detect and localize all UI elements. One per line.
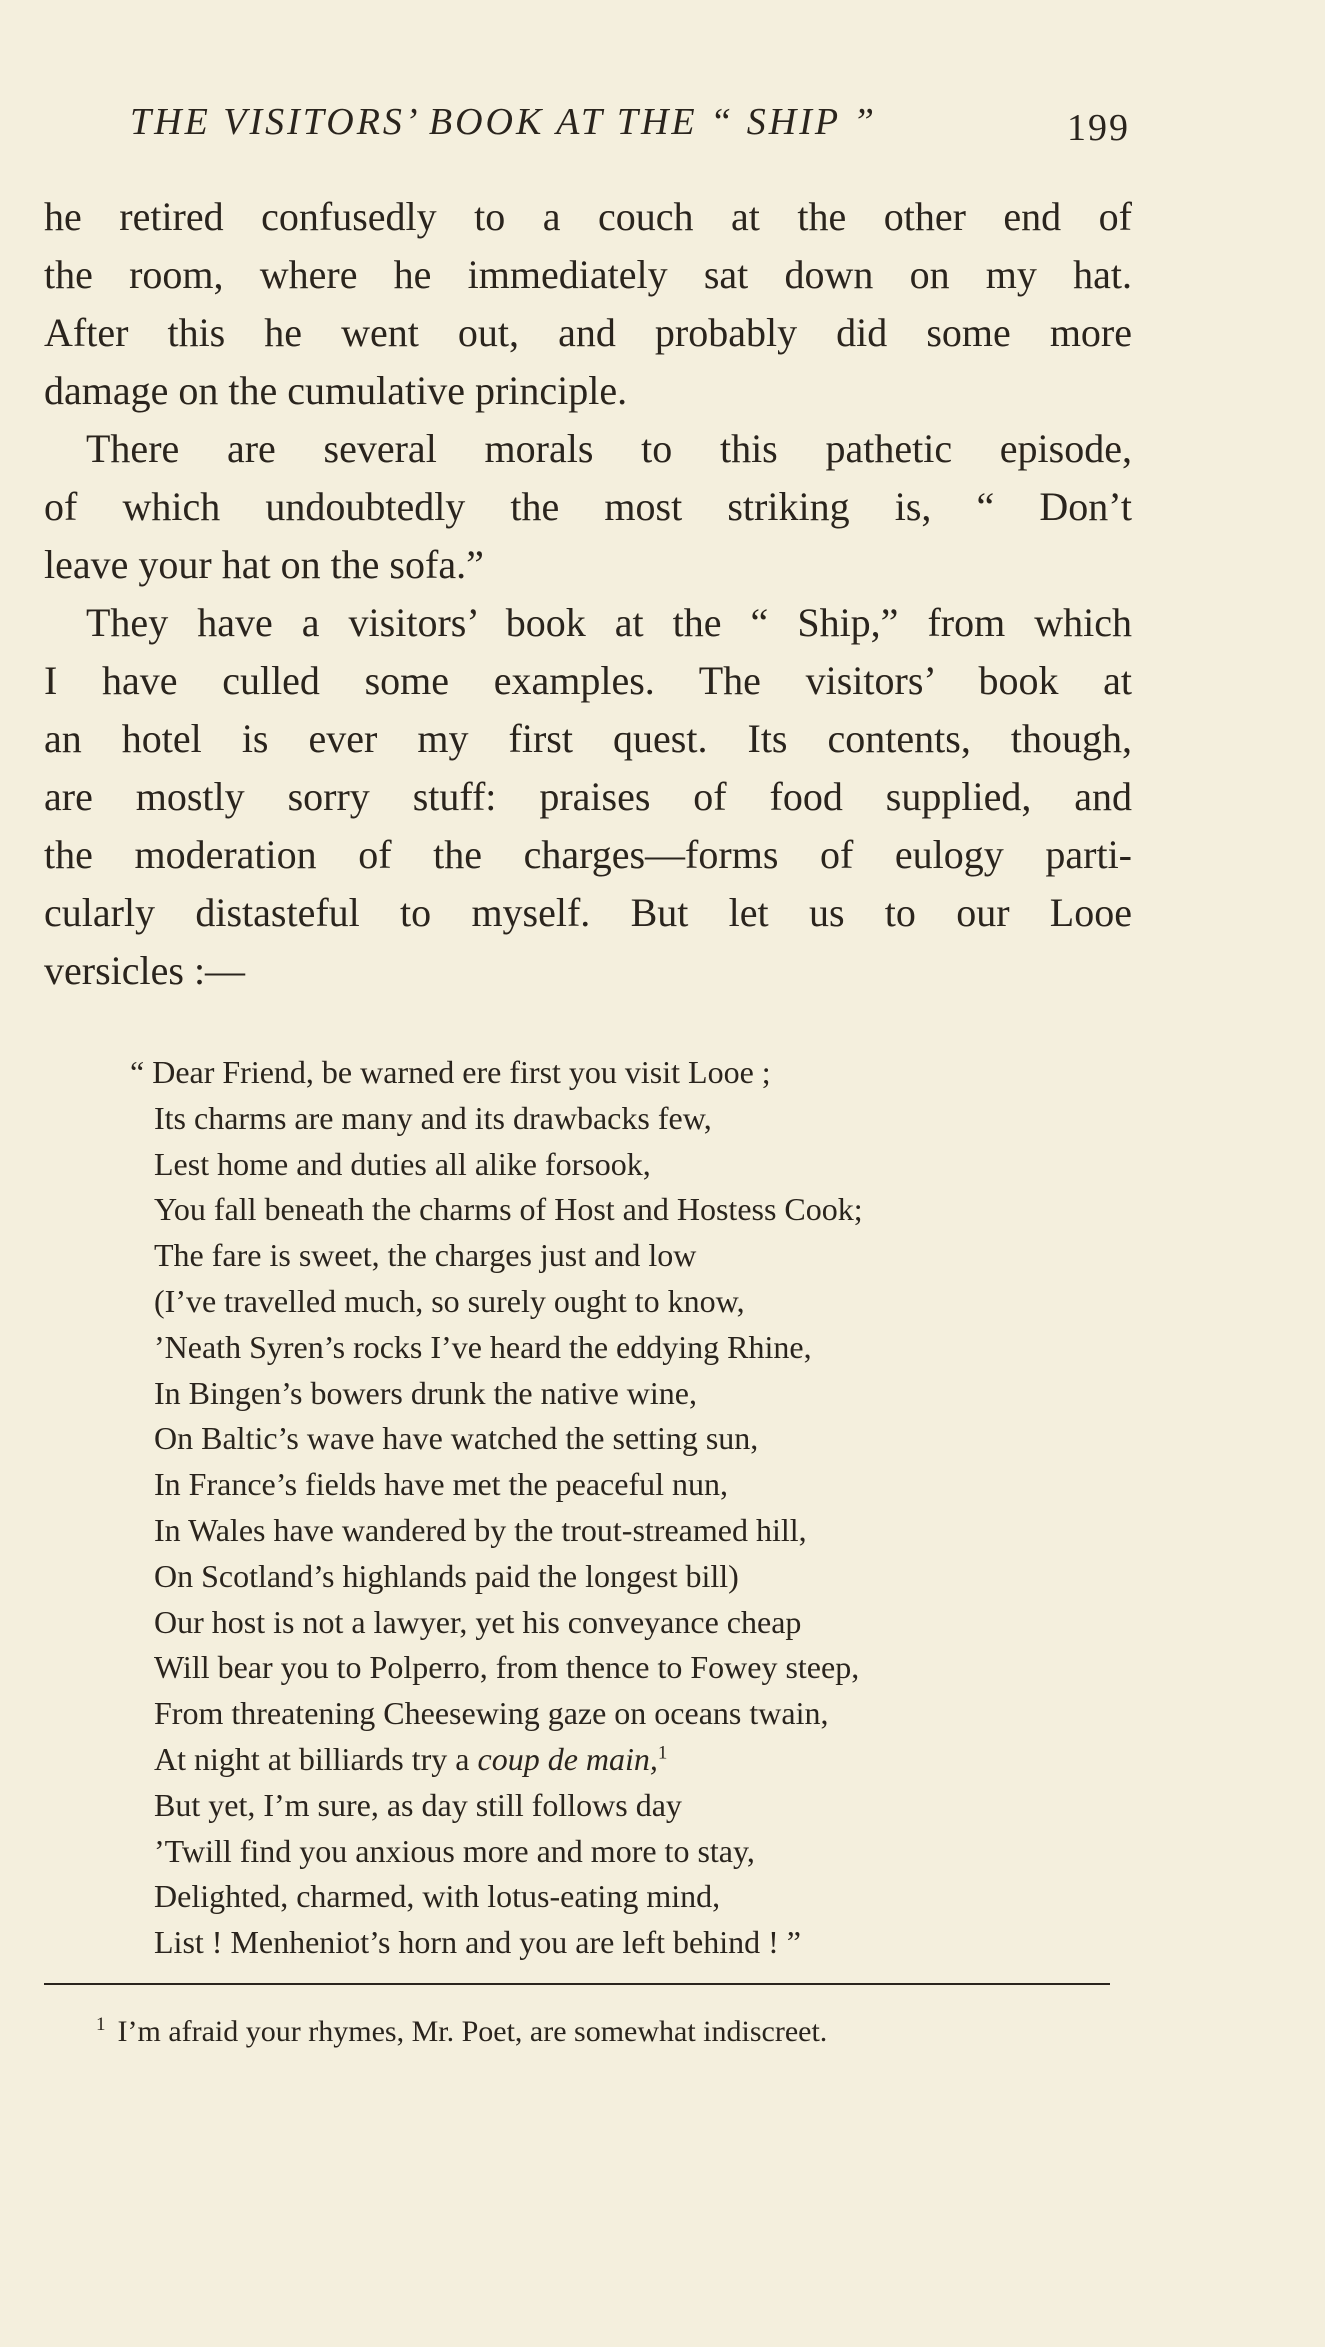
text-line: damage on the cumulative principle.: [44, 368, 628, 413]
italic-phrase: coup de main,: [477, 1740, 658, 1777]
poem-line-with-footnote: [130, 1737, 1130, 1783]
prose-body: [44, 188, 1132, 1000]
poem-line: “ Dear Friend, be warned ere first you visit Looe ;: [130, 1054, 771, 1090]
poem-line: The fare is sweet, the charges just and low: [154, 1237, 697, 1274]
paragraph-3: [44, 594, 1132, 1000]
poem-line: Our host is not a lawyer, yet his conveyance cheap: [154, 1603, 802, 1640]
poem-line: In Bingen’s bowers drunk the native wine,: [154, 1374, 697, 1411]
poem-line: Lest home and duties all alike forsook,: [154, 1145, 651, 1182]
text-line: I have culled some examples. The visitors’ book at: [44, 658, 1132, 703]
poem-line: On Scotland’s highlands paid the longest bill): [154, 1557, 739, 1594]
text-line: After this he went out, and probably did some more: [44, 310, 1132, 355]
paragraph-2: [44, 420, 1132, 594]
poem-line: In France’s fields have met the peaceful nun,: [154, 1466, 728, 1503]
poem-line: ’Neath Syren’s rocks I’ve heard the eddying Rhine,: [154, 1328, 812, 1365]
poem-line: ’Twill find you anxious more and more to stay,: [154, 1832, 755, 1869]
poem-block: [130, 1050, 1130, 1966]
poem-line: You fall beneath the charms of Host and Hostess Cook;: [154, 1191, 863, 1228]
poem-line: Will bear you to Polperro, from thence to Fowey steep,: [154, 1649, 860, 1686]
poem-line-text: At night at billiards try a: [154, 1740, 478, 1777]
text-line: of which undoubtedly the most striking is, “ Don’t: [44, 484, 1132, 529]
text-line: an hotel is ever my first quest. Its contents, though,: [44, 716, 1132, 761]
poem-line: Its charms are many and its drawbacks few,: [154, 1099, 712, 1136]
text-line: the room, where he immediately sat down on my hat.: [44, 252, 1132, 297]
footnote-text: I’m afraid your rhymes, Mr. Poet, are somewhat indiscreet.: [117, 2015, 828, 2048]
footnote: [96, 2012, 827, 2052]
footnote-divider: [44, 1983, 1110, 1985]
text-line: the moderation of the charges—forms of eulogy parti-: [44, 832, 1132, 877]
poem-line: From threatening Cheesewing gaze on oceans twain,: [154, 1695, 829, 1732]
page-number: 199: [1067, 107, 1130, 149]
poem-line: In Wales have wandered by the trout-streamed hill,: [154, 1511, 807, 1548]
footnote-marker: 1: [96, 2014, 106, 2035]
paragraph-1: [44, 188, 1132, 420]
running-head: THE VISITORS’ BOOK AT THE “ SHIP ”: [130, 101, 878, 143]
text-line: cularly distasteful to myself. But let us to our Looe: [44, 890, 1132, 935]
footnote-marker: 1: [657, 1742, 668, 1764]
poem-line: Delighted, charmed, with lotus-eating mind,: [154, 1878, 721, 1915]
poem-line: (I’ve travelled much, so surely ought to know,: [154, 1282, 745, 1319]
text-line: There are several morals to this pathetic episode,: [86, 426, 1132, 471]
text-line: leave your hat on the sofa.”: [44, 542, 484, 587]
text-line: are mostly sorry stuff: praises of food supplied, and: [44, 774, 1132, 819]
text-line: he retired confusedly to a couch at the other end of: [44, 194, 1132, 239]
text-line: They have a visitors’ book at the “ Ship,” from which: [86, 600, 1132, 645]
poem-line: List ! Menheniot’s horn and you are left behind ! ”: [154, 1924, 801, 1961]
text-line: versicles :—: [44, 948, 246, 993]
page-header: [130, 100, 1130, 160]
poem-line: But yet, I’m sure, as day still follows day: [154, 1786, 682, 1823]
poem-line: On Baltic’s wave have watched the setting sun,: [154, 1420, 759, 1457]
